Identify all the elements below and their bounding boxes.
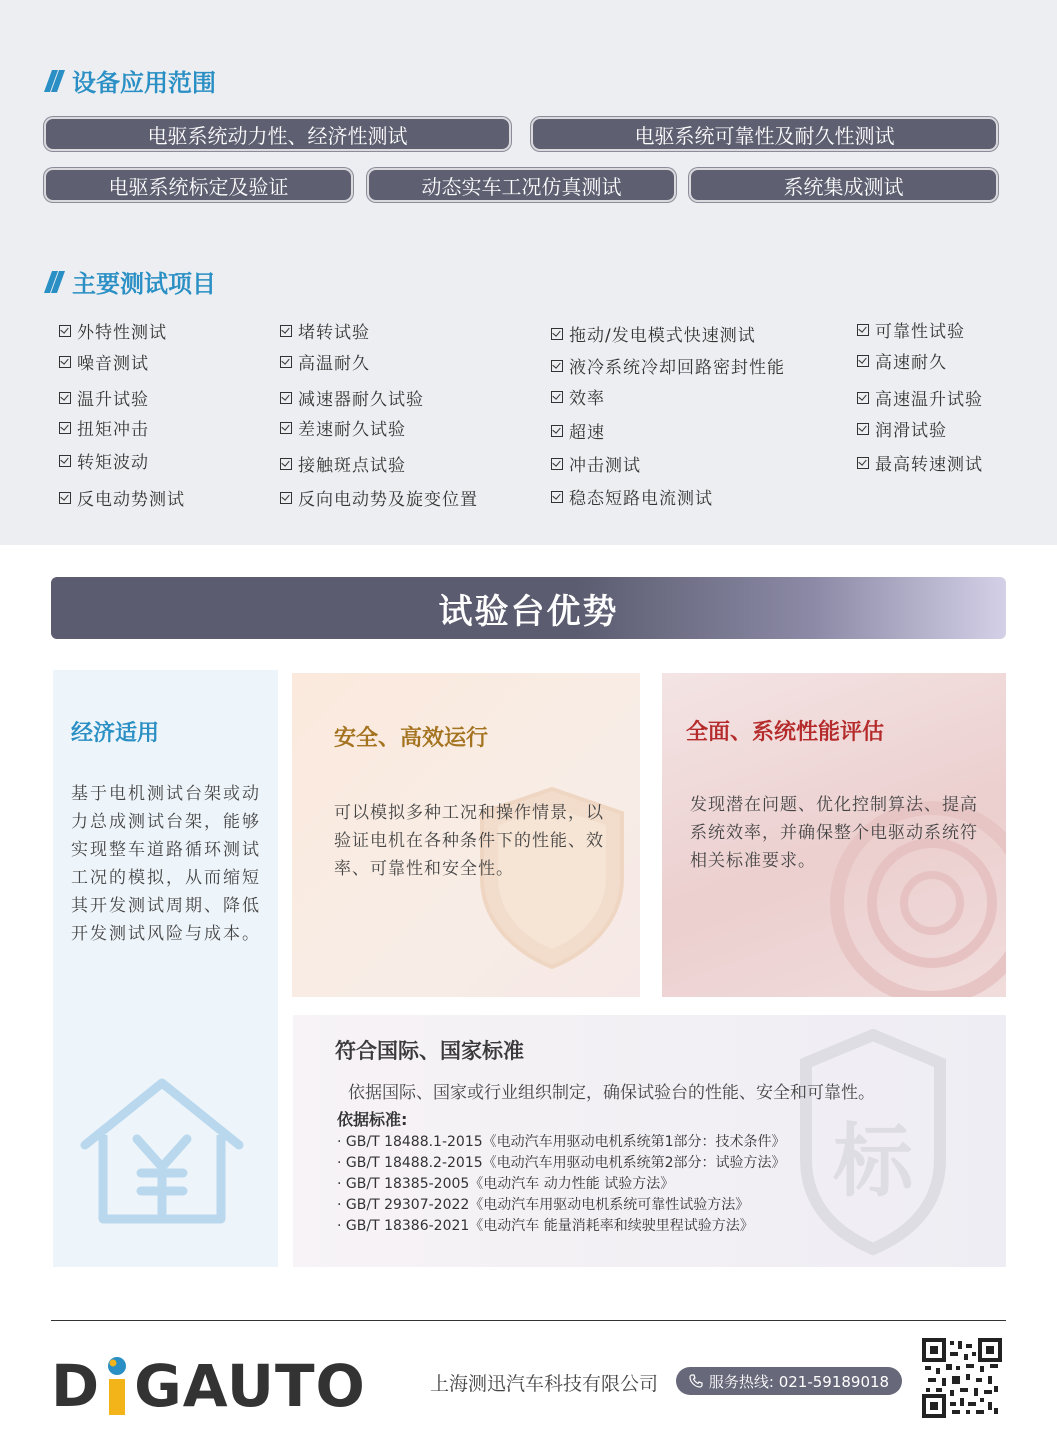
checkbox-icon <box>551 491 563 503</box>
checkbox-icon <box>280 325 292 337</box>
checkbox-icon <box>59 455 71 467</box>
checkbox-icon <box>551 391 563 403</box>
top-section <box>0 0 1057 545</box>
checkbox-icon <box>59 325 71 337</box>
safety-text: 可以模拟多种工况和操作情景，以验证电机在各种条件下的性能、效率、可靠性和安全性。 <box>334 803 604 879</box>
standards-title: 符合国际、国家标准 <box>335 1039 524 1063</box>
checkbox-icon <box>280 422 292 434</box>
footer-divider <box>51 1320 1006 1321</box>
checkbox-icon <box>551 360 563 372</box>
checkbox-icon <box>857 324 869 336</box>
checkbox-icon <box>280 356 292 368</box>
scope-title-text: 设备应用范围 <box>72 69 216 97</box>
economy-text: 基于电机测试台架或动力总成测试台架，能够实现整车道路循环测试工况的模拟，从而缩短其开发测试周期、降低开发测试风险与成本。 <box>71 784 261 944</box>
test-item <box>280 349 370 374</box>
checkbox-icon <box>857 392 869 404</box>
evaluation-card <box>662 673 1006 997</box>
test-item <box>857 317 965 342</box>
company-name: 上海测迅汽车科技有限公司 <box>430 1373 659 1395</box>
test-item-label: 噪音测试 <box>77 354 149 374</box>
phone-icon <box>689 1374 703 1388</box>
scope-pill-integration: 系统集成测试 <box>689 168 998 202</box>
checkbox-icon <box>280 492 292 504</box>
test-item <box>59 349 149 374</box>
digauto-logo <box>51 1352 366 1420</box>
test-item <box>857 416 947 441</box>
checkbox-icon <box>551 425 563 437</box>
test-item-label: 润滑试验 <box>875 421 947 441</box>
test-item-label: 超速 <box>569 423 605 443</box>
test-item-label: 温升试验 <box>77 390 149 410</box>
standards-basis-label: 依据标准: <box>337 1110 408 1129</box>
hotline-badge <box>676 1367 902 1395</box>
test-item <box>551 451 641 476</box>
test-item <box>280 485 478 510</box>
test-item-label: 可靠性试验 <box>875 322 965 342</box>
checkbox-icon <box>59 392 71 404</box>
checkbox-icon <box>59 422 71 434</box>
logo-letter-d: D <box>51 1352 101 1420</box>
test-item <box>551 384 605 409</box>
test-item-label: 高速耐久 <box>875 353 947 373</box>
logo-letters-gauto: GAUTO <box>134 1352 366 1420</box>
test-item-label: 高温耐久 <box>298 354 370 374</box>
economy-title: 经济适用 <box>71 721 160 746</box>
test-item-label: 接触斑点试验 <box>298 456 406 476</box>
test-item-label: 反向电动势及旋变位置 <box>298 490 478 510</box>
checkbox-icon <box>857 457 869 469</box>
qr-code-icon[interactable] <box>922 1338 1002 1418</box>
evaluation-title: 全面、系统性能评估 <box>686 720 885 745</box>
scope-pill-power-economy: 电驱系统动力性、经济性测试 <box>44 117 511 151</box>
test-item-label: 冲击测试 <box>569 456 641 476</box>
checkbox-icon <box>280 392 292 404</box>
standards-intro: 依据国际、国家或行业组织制定，确保试验台的性能、安全和可靠性。 <box>348 1083 875 1103</box>
checkbox-icon <box>551 458 563 470</box>
test-item-label: 外特性测试 <box>77 323 167 343</box>
test-item <box>280 415 406 440</box>
test-item <box>551 484 713 509</box>
tests-title <box>48 264 216 299</box>
checkbox-icon <box>280 458 292 470</box>
standard-item: · GB/T 18386-2021《电动汽车 能量消耗率和续驶里程试验方法》 <box>337 1218 754 1234</box>
test-item <box>59 318 167 343</box>
test-item-label: 高速温升试验 <box>875 390 983 410</box>
standard-item: · GB/T 29307-2022《电动汽车用驱动电机系统可靠性试验方法》 <box>337 1197 750 1213</box>
standards-list <box>337 1132 786 1237</box>
scope-pill-calibration: 电驱系统标定及验证 <box>44 168 353 202</box>
test-item-label: 差速耐久试验 <box>298 420 406 440</box>
hotline-text: 服务热线: 021-59189018 <box>708 1372 890 1391</box>
checkbox-icon <box>551 328 563 340</box>
slash-icon <box>48 70 62 92</box>
test-item <box>857 385 983 410</box>
test-item <box>857 348 947 373</box>
test-item <box>551 418 605 443</box>
slash-icon <box>48 271 62 293</box>
test-item-label: 液冷系统冷却回路密封性能 <box>569 358 785 378</box>
tests-title-text: 主要测试项目 <box>72 270 216 298</box>
test-item <box>551 321 756 346</box>
evaluation-text: 发现潜在问题、优化控制算法、提高系统效率，并确保整个电驱动系统符相关标准要求。 <box>690 795 978 871</box>
scope-pill-simulation: 动态实车工况仿真测试 <box>367 168 676 202</box>
checkbox-icon <box>59 356 71 368</box>
standard-item: · GB/T 18488.2-2015《电动汽车用驱动电机系统第2部分：试验方法》 <box>337 1155 786 1171</box>
standard-item: · GB/T 18488.1-2015《电动汽车用驱动电机系统第1部分：技术条件》 <box>337 1134 786 1150</box>
test-item-label: 扭矩冲击 <box>77 420 149 440</box>
test-item <box>59 485 185 510</box>
test-item <box>59 385 149 410</box>
scope-pill-reliability: 电驱系统可靠性及耐久性测试 <box>531 117 998 151</box>
test-item <box>59 415 149 440</box>
house-yuan-icon <box>79 1075 245 1225</box>
economy-card <box>53 670 278 1267</box>
test-item-label: 反电动势测试 <box>77 490 185 510</box>
test-item-label: 减速器耐久试验 <box>298 390 424 410</box>
test-item-label: 拖动/发电模式快速测试 <box>569 326 756 346</box>
checkbox-icon <box>857 355 869 367</box>
test-item <box>280 451 406 476</box>
test-item-label: 稳态短路电流测试 <box>569 489 713 509</box>
test-item-label: 效率 <box>569 389 605 409</box>
test-item-label: 最高转速测试 <box>875 455 983 475</box>
test-item-label: 堵转试验 <box>298 323 370 343</box>
test-item <box>280 385 424 410</box>
test-item <box>59 448 149 473</box>
safety-card <box>292 673 640 997</box>
test-item <box>551 353 785 378</box>
logo-i-icon <box>102 1355 132 1417</box>
checkbox-icon <box>857 423 869 435</box>
advantages-banner: 试验台优势 <box>51 577 1006 639</box>
test-item <box>280 318 370 343</box>
standard-item: · GB/T 18385-2005《电动汽车 动力性能 试验方法》 <box>337 1176 675 1192</box>
test-item <box>857 450 983 475</box>
scope-title <box>48 63 216 98</box>
checkbox-icon <box>59 492 71 504</box>
safety-title: 安全、高效运行 <box>334 726 489 751</box>
standards-card <box>293 1015 1006 1267</box>
test-item-label: 转矩波动 <box>77 453 149 473</box>
standard-watermark: 标 <box>833 1115 913 1208</box>
